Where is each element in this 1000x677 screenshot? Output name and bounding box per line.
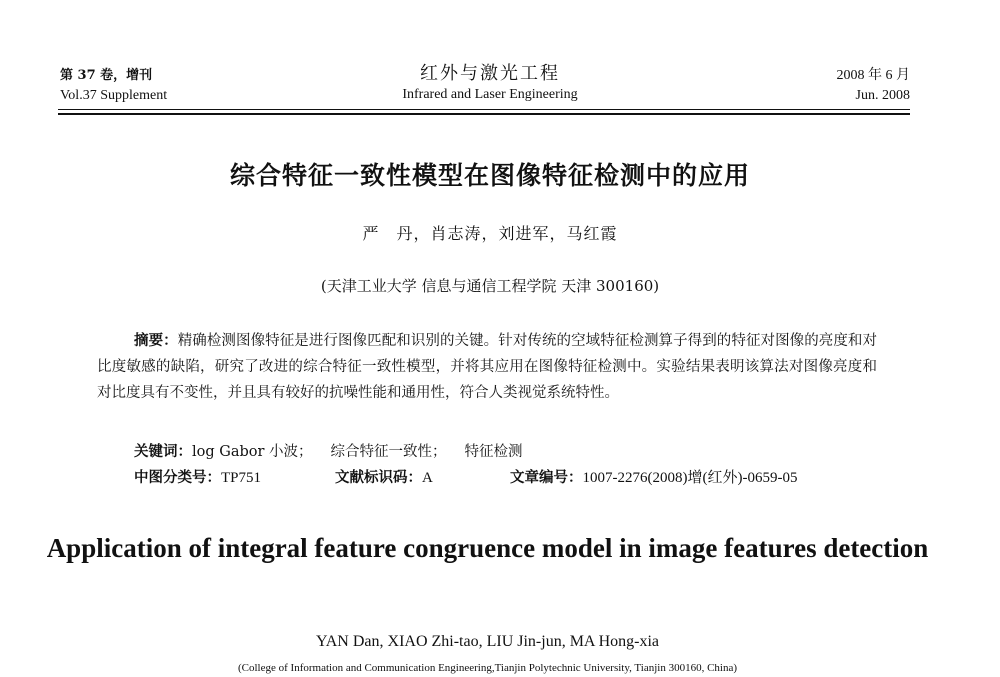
abstract-cn <box>97 328 877 406</box>
running-header-center <box>340 62 640 104</box>
keyword-item: 综合特征一致性； <box>330 444 447 460</box>
document-code <box>335 467 433 489</box>
header-rule-thin <box>58 109 910 110</box>
keywords <box>134 441 523 463</box>
volume-en: Vol.37 Supplement <box>60 88 168 103</box>
clc-label: 中图分类号： <box>134 470 221 486</box>
abstract-label: 摘要： <box>134 333 178 349</box>
volume-cn: 第 37 卷，增刊 <box>60 68 153 83</box>
clc-number <box>134 467 261 489</box>
header-rule-thick <box>58 113 910 115</box>
article-no-value: 1007-2276(2008)增(红外)-0659-05 <box>582 470 798 486</box>
article-number <box>510 467 797 489</box>
keyword-item: log Gabor 小波； <box>192 444 313 460</box>
issue-date-en: Jun. 2008 <box>855 88 910 103</box>
authors-en: YAN Dan, XIAO Zhi-tao, LIU Jin-jun, MA Hong-xia <box>315 633 660 650</box>
paper-title-en: Application of integral feature congruence model in image features detection <box>46 533 929 563</box>
running-header-right <box>837 66 911 106</box>
paper-title-cn: 综合特征一致性模型在图像特征检测中的应用 <box>229 161 750 190</box>
article-no-label: 文章编号： <box>510 470 583 486</box>
abstract-text: 精确检测图像特征是进行图像匹配和识别的关键。针对传统的空域特征检测算子得到的特征对图像的亮度和对比度敏感的缺陷，研究了改进的综合特征一致性模型，并将其应用在图像特征检测中。实验结果表明该算法对图像亮度和对比度具有不变性，并且具有较好的抗噪性能和通用性，符合人类视觉系统特性。 <box>97 333 878 401</box>
journal-name-cn: 红外与激光工程 <box>420 63 560 84</box>
running-header-left <box>60 66 167 106</box>
journal-name-en: Infrared and Laser Engineering <box>402 87 578 102</box>
doc-code-label: 文献标识码： <box>335 470 422 486</box>
doc-code-value: A <box>422 470 433 486</box>
authors-cn: 严 丹，肖志涛，刘进军，马红霞 <box>362 224 618 243</box>
issue-date-cn: 2008 年 6 月 <box>836 68 910 83</box>
keyword-item: 特征检测 <box>464 444 523 460</box>
clc-value: TP751 <box>221 470 262 486</box>
keywords-label: 关键词： <box>134 444 192 460</box>
affiliation-en: (College of Information and Communication Engineering,Tianjin Polytechnic University, Tianjin 300160, China) <box>237 662 738 674</box>
affiliation-cn: (天津工业大学 信息与通信工程学院 天津 300160) <box>320 277 660 295</box>
